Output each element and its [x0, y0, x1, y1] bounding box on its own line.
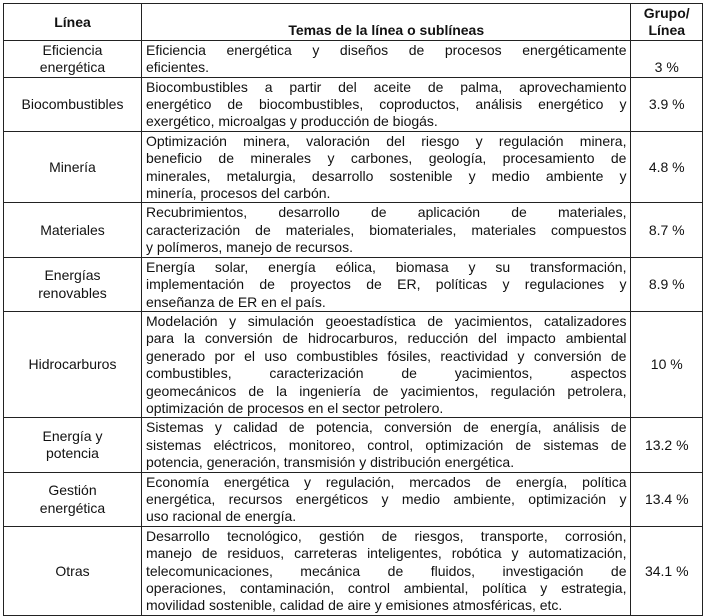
temas-line: sistemas eléctricos, monitoreo, control, optimización de sistemas de	[145, 436, 627, 453]
linea-cell	[4, 418, 142, 472]
linea-text: potencia	[46, 445, 99, 462]
temas-line: geomecánicos de la ingeniería de yacimientos, regulación petrolera,	[145, 382, 627, 399]
temas-line: operaciones, contaminación, control ambiental, política y estrategia,	[145, 580, 627, 596]
linea-cell	[4, 77, 142, 131]
table-row	[4, 131, 703, 203]
temas-line: para la conversión de hidrocarburos, reducción del impacto ambiental	[145, 330, 627, 347]
temas-line: energético de biocombustibles, coproductos, análisis energético y	[145, 96, 627, 113]
table-row	[4, 203, 703, 257]
temas-cell	[141, 472, 631, 526]
linea-cell	[4, 40, 142, 77]
grupo-pct-cell: 34.1 %	[631, 526, 703, 615]
temas-line: movilidad sostenible, calidad de aire y emisiones atmosféricas, etc.	[145, 597, 563, 614]
temas-line: caracterización de materiales, biomateriales, materiales compuestos	[145, 221, 627, 238]
temas-cell	[141, 418, 631, 472]
linea-text: Energía y	[42, 428, 103, 445]
table-row	[4, 77, 703, 131]
linea-text: Hidrocarburos	[28, 356, 117, 373]
temas-line: Recubrimientos, desarrollo de aplicación de materiales,	[145, 204, 627, 221]
header-linea-text: Línea	[648, 22, 686, 39]
temas-line: minerales, metalurgia, desarrollo sostenible y medio ambiente y	[145, 167, 627, 184]
header-grupo-linea	[631, 4, 703, 41]
temas-line: optimización de procesos en el sector petrolero.	[145, 399, 444, 416]
temas-cell	[141, 311, 631, 417]
temas-line: enseñanza de ER en el país.	[145, 293, 326, 310]
temas-line: combustibles, caracterización de yacimientos, aspectos	[145, 365, 627, 382]
temas-line: minería, procesos del carbón.	[145, 185, 331, 202]
table-header-row	[4, 4, 703, 41]
linea-text: renovables	[38, 284, 107, 301]
temas-line: Biocombustibles a partir del aceite de palma, aprovechamiento	[145, 78, 627, 95]
table-row	[4, 526, 703, 615]
table-row	[4, 40, 703, 77]
temas-cell	[141, 526, 631, 615]
temas-line: energética, recursos energéticos y medio ambiente, optimización y	[145, 490, 627, 507]
grupo-pct-cell: 10 %	[631, 311, 703, 417]
temas-cell	[141, 131, 631, 203]
header-linea: Línea	[4, 4, 142, 41]
temas-line: telecomunicaciones, mecánica de fluidos, investigación de	[145, 562, 627, 579]
table-row	[4, 311, 703, 417]
linea-text: Gestión	[48, 482, 97, 499]
linea-text: energética	[39, 59, 106, 76]
grupo-pct-cell: 13.4 %	[631, 472, 703, 526]
grupo-pct-cell: 8.9 %	[631, 257, 703, 311]
table-row	[4, 418, 703, 472]
temas-line: manejo de residuos, carreteras inteligentes, robótica y automatización,	[145, 545, 627, 562]
linea-text: Otras	[55, 562, 90, 579]
temas-line: exergético, microalgas y producción de biogás.	[145, 113, 438, 130]
grupo-pct-cell: 13.2 %	[631, 418, 703, 472]
temas-cell	[141, 40, 631, 77]
linea-text: Minería	[49, 158, 96, 175]
linea-cell	[4, 311, 142, 417]
temas-line: Eficiencia energética y diseños de procesos energéticamente	[145, 41, 627, 58]
temas-cell	[141, 257, 631, 311]
temas-line: Sistemas y calidad de potencia, conversión de energía, análisis de	[145, 419, 627, 436]
temas-line: Energía solar, energía eólica, biomasa y su transformación,	[145, 258, 627, 275]
temas-line: Modelación y simulación geoestadística de yacimientos, catalizadores	[145, 312, 627, 329]
linea-cell	[4, 257, 142, 311]
linea-cell	[4, 203, 142, 257]
temas-line: potencia, generación, transmisión y distribución energética.	[145, 454, 515, 471]
temas-line: uso racional de energía.	[145, 508, 297, 525]
header-grupo-text: Grupo/	[643, 5, 690, 21]
temas-line: Optimización minera, valoración del riesgo y regulación minera,	[145, 132, 627, 149]
temas-line: y polímeros, manejo de recursos.	[145, 239, 353, 256]
temas-line: beneficio de minerales y carbones, geología, procesamiento de	[145, 150, 627, 167]
temas-line: Economía energética y regulación, mercados de energía, política	[145, 473, 627, 490]
linea-cell	[4, 526, 142, 615]
temas-line: implementación de proyectos de ER, políticas y regulaciones y	[145, 276, 627, 293]
table-row	[4, 257, 703, 311]
temas-line: Desarrollo tecnológico, gestión de riesgos, transporte, corrosión,	[145, 527, 627, 544]
grupo-pct-cell: 4.8 %	[631, 131, 703, 203]
header-temas: Temas de la línea o sublíneas	[141, 4, 631, 41]
linea-cell	[4, 472, 142, 526]
grupo-pct-cell: 8.7 %	[631, 203, 703, 257]
linea-text: Eficiencia	[42, 41, 103, 58]
table-row	[4, 472, 703, 526]
research-lines-table	[3, 3, 703, 616]
temas-cell	[141, 77, 631, 131]
linea-text: Materiales	[40, 221, 105, 238]
grupo-pct-cell: 3 %	[631, 40, 703, 77]
grupo-pct-cell: 3.9 %	[631, 77, 703, 131]
linea-text: Biocombustibles	[21, 96, 124, 113]
temas-line: generado por el uso combustibles fósiles, reactividad y conversión de	[145, 347, 627, 364]
temas-cell	[141, 203, 631, 257]
linea-text: energética	[39, 499, 106, 516]
linea-text: Energías	[44, 267, 101, 284]
temas-line: eficientes.	[145, 59, 210, 76]
linea-cell	[4, 131, 142, 203]
